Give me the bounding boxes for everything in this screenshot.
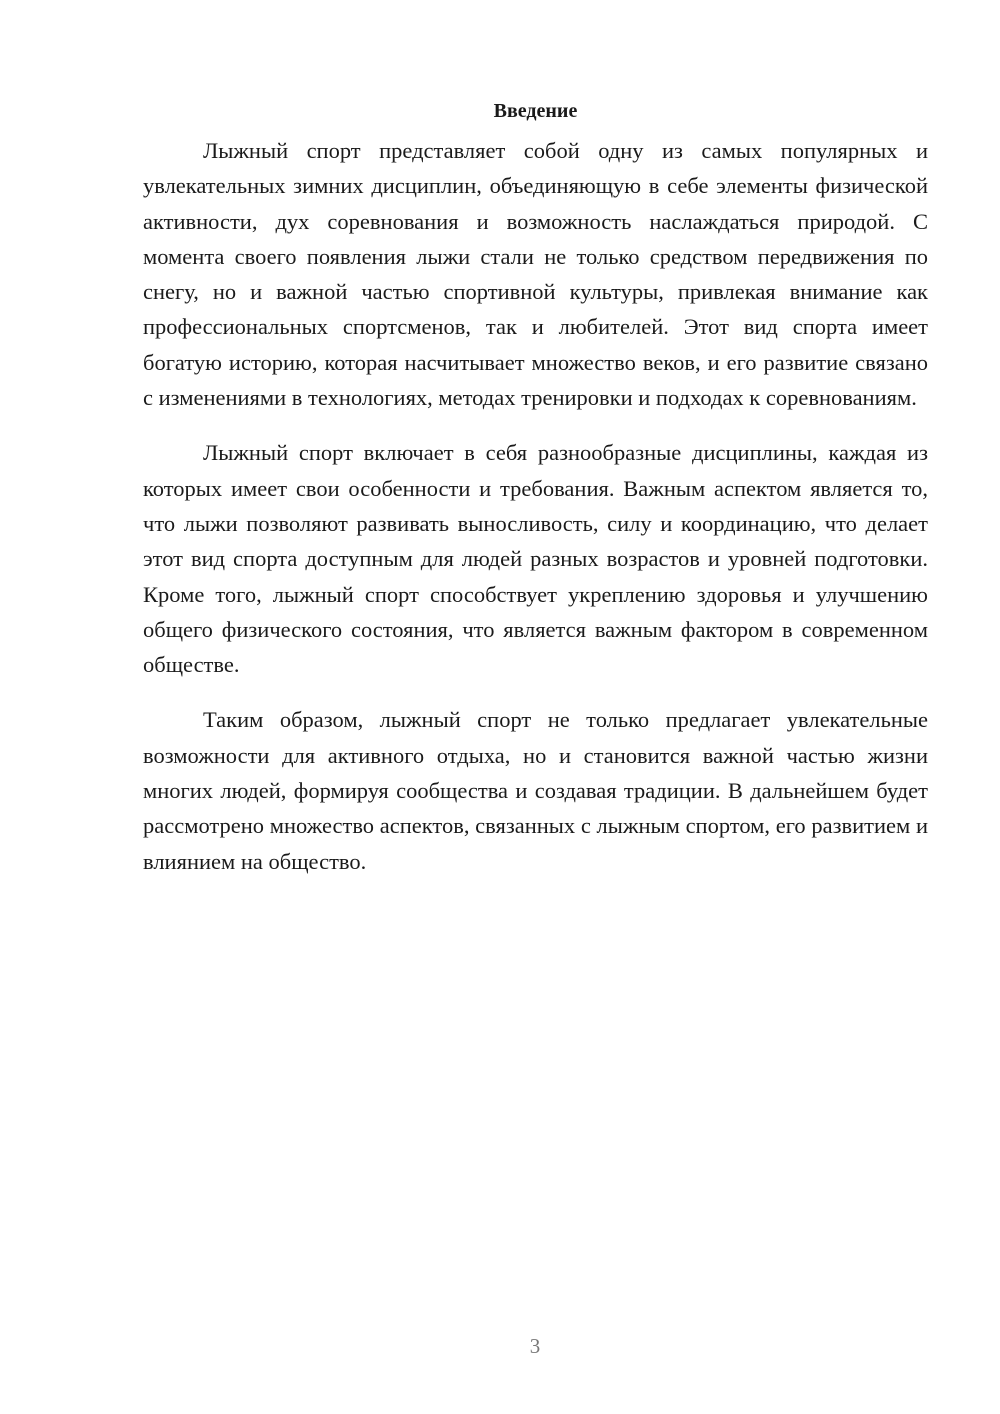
paragraph-1: Лыжный спорт представляет собой одну из самых популярных и увлекательных зимних дисциплин, объединяющую в себе элементы физической активности, дух соревнования и возможность наслаждаться природой. С момента своего появления лыжи стали не только средством передвижения по снегу, но и важной частью спортивной культуры, привлекая внимание как профессиональных спортсменов, так и любителей. Этот вид спорта имеет богатую историю, которая насчитывает множество веков, и его развитие связано с изменениями в технологиях, методах тренировки и подходах к соревнованиям. (143, 138, 928, 411)
page-number: 3 (529, 1334, 541, 1358)
section-heading: Введение (493, 100, 578, 122)
page-content (143, 97, 928, 899)
paragraph-3: Таким образом, лыжный спорт не только предлагает увлекательные возможности для активного отдыха, но и становится важной частью жизни многих людей, формируя сообщества и создавая традиции. В дальнейшем будет рассмотрено множество аспектов, связанных с лыжным спортом, его развитием и влиянием на общество. (143, 707, 928, 874)
paragraph-2: Лыжный спорт включает в себя разнообразные дисциплины, каждая из которых имеет свои особенности и требования. Важным аспектом является то, что лыжи позволяют развивать выносливость, силу и координацию, что делает этот вид спорта доступным для людей разных возрастов и уровней подготовки. Кроме того, лыжный спорт способствует укреплению здоровья и улучшению общего физического состояния, что является важным фактором в современном обществе. (143, 440, 928, 678)
